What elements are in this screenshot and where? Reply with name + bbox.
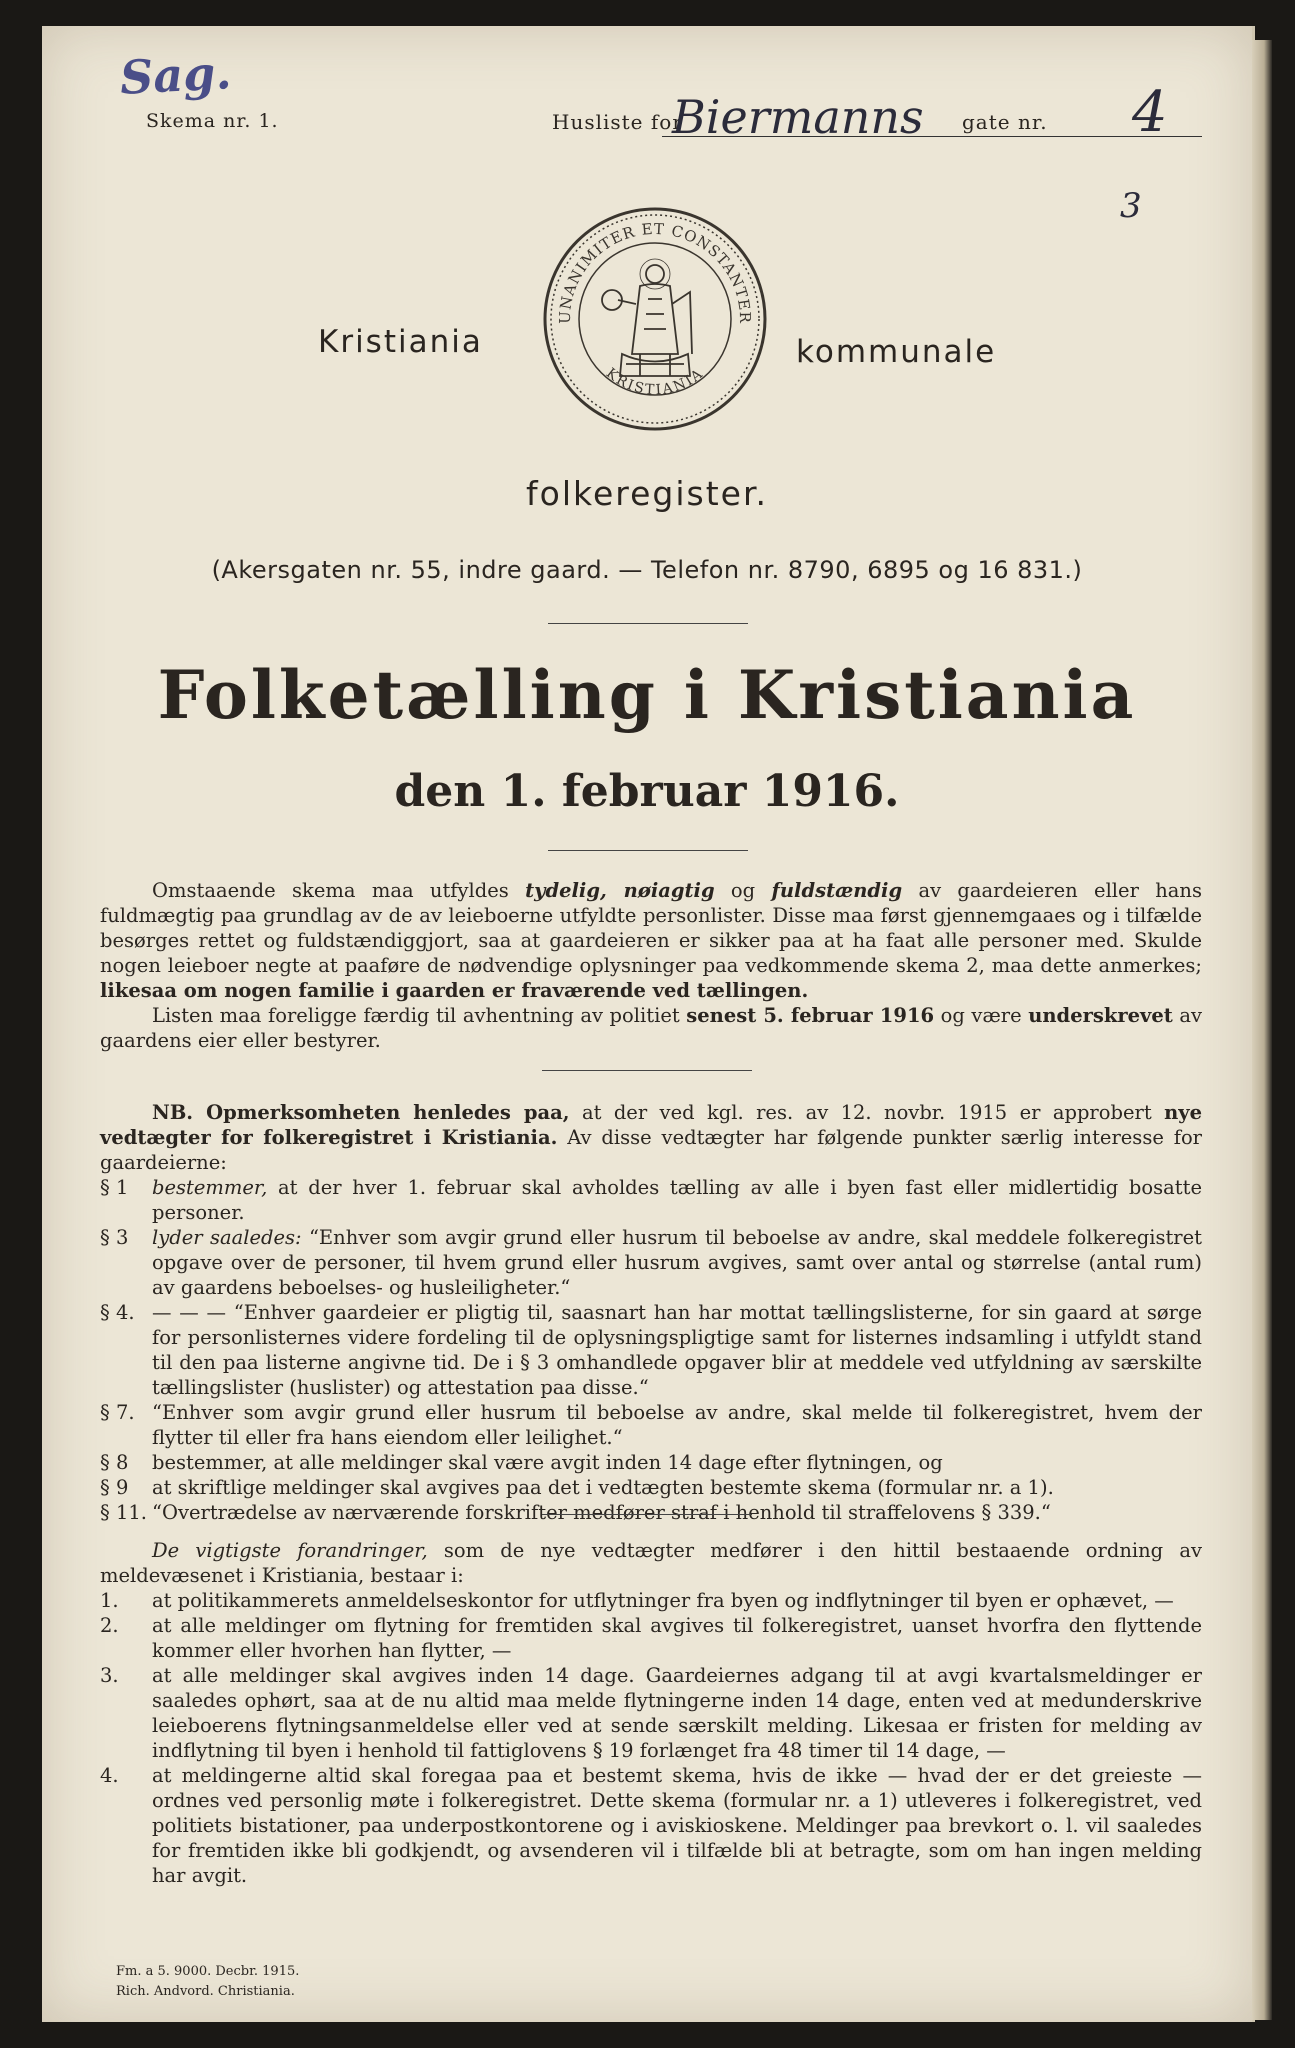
change-item [100, 1763, 1202, 1888]
seal-motto: UNANIMITER ET CONSTANTER [555, 219, 755, 325]
statute-section-number: § 7. [100, 1401, 135, 1424]
statute-section-number: § 3 [100, 1226, 129, 1249]
statute-section [100, 1225, 1202, 1300]
change-item [100, 1613, 1202, 1663]
statute-section-text: bestemmer, at alle meldinger skal være avgit inden 14 dage efter flytningen, og [152, 1451, 943, 1474]
statute-section [100, 1400, 1202, 1450]
statute-section [100, 1475, 1202, 1500]
statute-section-text: “Overtrædelse av nærværende forskrifter medfører straf i henhold til straffelovens § 339.“ [152, 1501, 1051, 1524]
divider [548, 850, 748, 851]
statute-section-text: bestemmer, at der hver 1. februar skal avholdes tælling av alle i byen fast eller midlertidig bosatte personer. [152, 1176, 1202, 1224]
imprint-line-2: Rich. Andvord. Christiania. [116, 1984, 295, 1999]
change-item [100, 1663, 1202, 1763]
change-item-number: 3. [100, 1664, 119, 1687]
intro-block [100, 878, 1202, 1053]
statute-section [100, 1450, 1202, 1475]
change-item-number: 4. [100, 1764, 119, 1787]
nb-lead: NB. Opmerksomheten henledes paa, at der ved kgl. res. av 12. novbr. 1915 er approbert nye vedtægter for folkeregistret i Kristiania. Av disse vedtægter har følgende punkter særlig interesse for gaardeierne: [100, 1101, 1203, 1174]
street-name-handwritten: Biermanns [672, 90, 924, 144]
statute-section-number: § 1 [100, 1176, 129, 1199]
document-title: Folketælling i Kristiania [157, 656, 1137, 734]
office-address: (Akersgaten nr. 55, indre gaard. — Telefon nr. 8790, 6895 og 16 831.) [211, 556, 1083, 584]
change-item-text: at meldingerne altid skal foregaa paa et bestemt skema, hvis de ikke — hvad der er det greieste — ordnes ved personlig møte i folkeregistret. Dette skema (formular nr. a 1) utleveres i folkeregistret, ved politiets bistationer, paa underpostkontorene og i aviskioskene. Meldinger paa brevkort o. l. vil saaledes for fremtiden ikke bli godkjendt, og avsenderen vil i tilfælde bli at betragte, som om han ingen melding har avgit. [152, 1764, 1202, 1887]
statute-section-number: § 9 [100, 1476, 129, 1499]
office-right: kommunale [796, 334, 997, 370]
statute-section-text: lyder saaledes: “Enhver som avgir grund eller husrum til beboelse av andre, skal meddele folkeregistret opgave over de personer, til hvem grund eller husrum avgives, samt over antal og størrelse (antal rum) av gaardens beboelses- og husleiligheter.“ [152, 1226, 1202, 1299]
page-edge [1252, 40, 1272, 2020]
gate-label: gate nr. [962, 110, 1048, 134]
statute-section-text: at skriftlige meldinger skal avgives paa det i vedtægten bestemte skema (formular nr. a 1). [152, 1476, 1054, 1499]
statute-section [100, 1500, 1202, 1525]
skema-number: Skema nr. 1. [146, 110, 279, 132]
gate-number-handwritten: 4 [1132, 80, 1168, 145]
sag-stamp: Sag. [118, 45, 233, 105]
statute-section [100, 1175, 1202, 1225]
statute-section-number: § 4. [100, 1301, 135, 1324]
change-item-text: at alle meldinger om flytning for fremtiden skal avgives til folkeregistret, uanset hvorfra den flyttende kommer eller hvorhen han flytter, — [152, 1614, 1202, 1662]
document-page [42, 26, 1255, 2022]
statute-section-number: § 8 [100, 1451, 129, 1474]
city-seal [540, 204, 770, 434]
statute-section-number: § 11. [100, 1501, 147, 1524]
changes-lead: De vigtigste forandringer, som de nye vedtægter medfører i den hittil bestaaende ordning av meldevæsenet i Kristiania, bestaar i: [100, 1539, 1202, 1587]
change-item-text: at alle meldinger skal avgives inden 14 dage. Gaardeiernes adgang til at avgi kvartalsmeldinger er saaledes ophørt, saa at de nu altid maa melde flytningerne inden 14 dage, enten ved at medunderskrive leieboerens flytningsanmeldelse eller ved at sende særskilt melding. Likesaa er fristen for melding av indflytning til byen i henhold til fattiglovens § 19 forlænget fra 48 timer til 14 dage, — [152, 1664, 1202, 1762]
office-left: Kristiania [318, 324, 483, 360]
husliste-line [552, 80, 1202, 145]
husliste-rule [662, 136, 1202, 137]
seal-city: KRISTIANIA [602, 365, 708, 399]
husliste-label: Husliste for [552, 110, 683, 134]
print-imprint [116, 1962, 299, 2002]
change-item-number: 1. [100, 1589, 119, 1612]
changes-block [100, 1538, 1202, 1888]
office-folkeregister: folkeregister. [526, 474, 768, 513]
change-item [100, 1588, 1202, 1613]
intro-paragraph-1: Omstaaende skema maa utfyldes tydelig, nøiagtig og fuldstændig av gaardeieren eller hans fuldmægtig paa grundlag av de av leieboerne utfyldte personlister. Disse maa først gjennemgaaes og i tilfælde besørges rettet og fuldstændiggjort, saa at gaardeieren er sikker paa at ha faat alle personer med. Skulde nogen leieboer negte at paaføre de nødvendige oplysninger paa vedkommende skema 2, maa dette anmerkes; likesaa om nogen familie i gaarden er fraværende ved tællingen. [100, 879, 1202, 1002]
sub-number-handwritten: 3 [1120, 186, 1142, 226]
statute-section-text: — — — “Enhver gaardeier er pligtig til, saasnart han har mottat tællingslisterne, for sin gaard at sørge for personlisternes videre fordeling til de oplysningspligtige samt for listernes indsamling i utfyldt stand til den paa listerne angivne tid. De i § 3 omhandlede opgaver blir at meddele ved utfyldning av særskilte tællingslister (huslister) og attestation paa disse.“ [152, 1301, 1202, 1399]
paragraph-sections [100, 1175, 1202, 1525]
intro-paragraph-2: Listen maa foreligge færdig til avhentning av politiet senest 5. februar 1916 og være underskrevet av gaardens eier eller bestyrer. [100, 1004, 1202, 1052]
imprint-line-1: Fm. a 5. 9000. Decbr. 1915. [116, 1964, 300, 1979]
saint-figure-icon [602, 259, 692, 376]
divider [548, 623, 748, 624]
document-date: den 1. februar 1916. [394, 766, 900, 817]
change-item-text: at politikammerets anmeldelseskontor for utflytninger fra byen og indflytninger til byen er ophævet, — [152, 1589, 1174, 1612]
changes-list [100, 1588, 1202, 1888]
change-item-number: 2. [100, 1614, 119, 1637]
statute-section-text: “Enhver som avgir grund eller husrum til beboelse av andre, skal melde til folkeregistret, hvem der flytter til eller fra hans eiendom eller leilighet.“ [152, 1401, 1202, 1449]
divider [542, 1070, 752, 1071]
statute-section [100, 1300, 1202, 1400]
divider [542, 1514, 752, 1515]
nb-block [100, 1100, 1202, 1525]
